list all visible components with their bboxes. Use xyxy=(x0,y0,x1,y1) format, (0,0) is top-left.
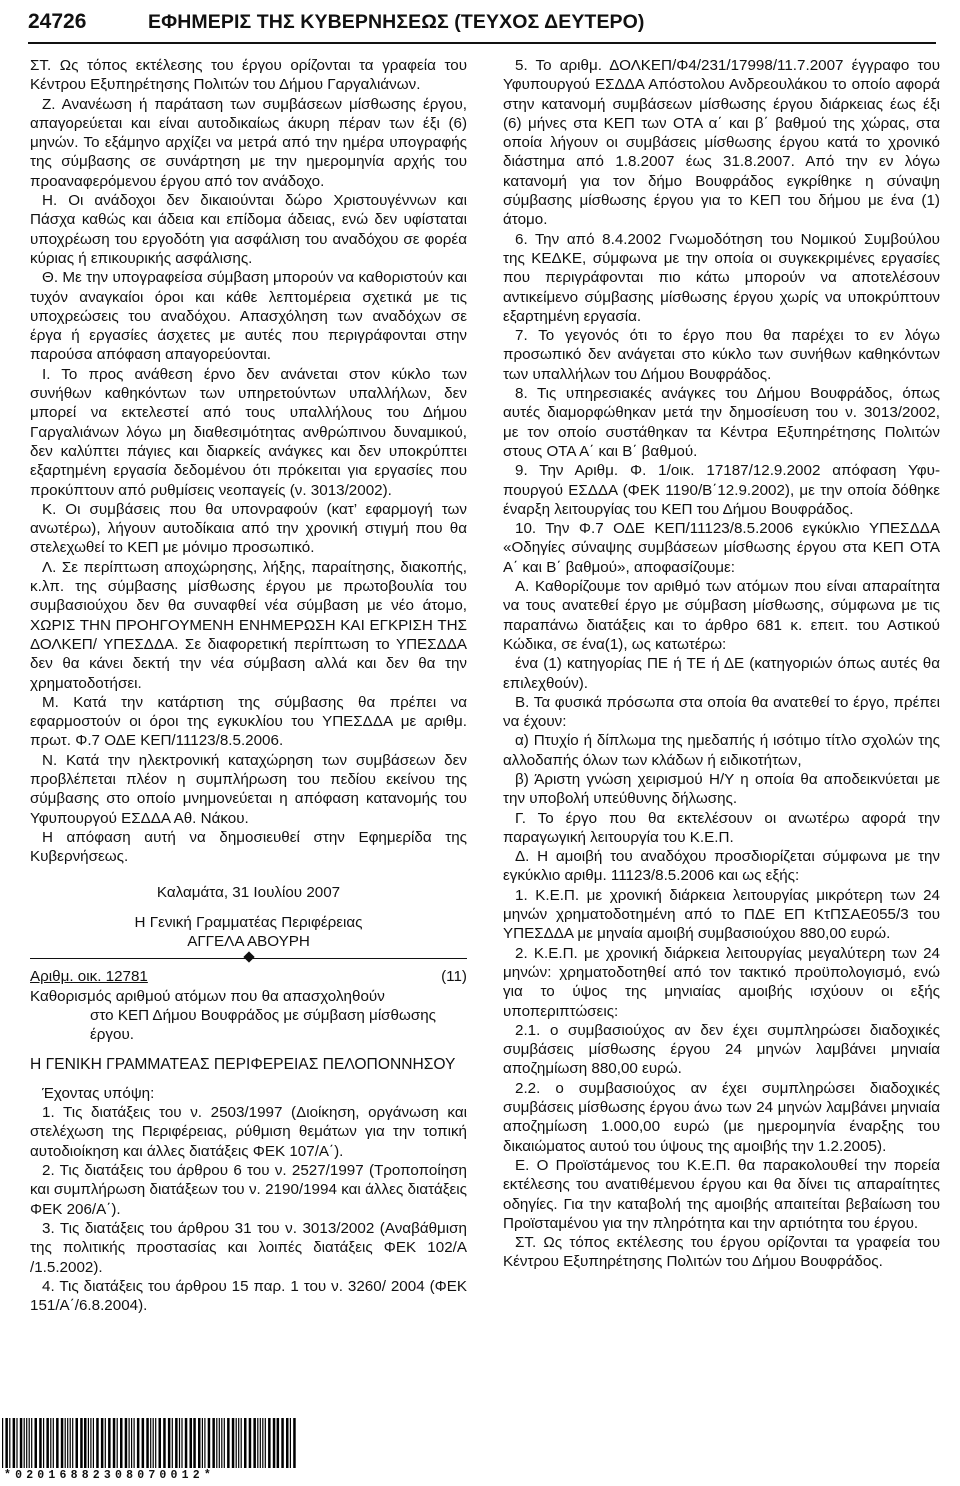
barcode-bar xyxy=(193,1418,196,1468)
barcode-bar xyxy=(150,1418,151,1468)
decision-subject-line: στο ΚΕΠ Δήμου Βουφράδος με σύμβαση μίσθωσης xyxy=(90,1006,437,1024)
barcode xyxy=(0,1418,300,1486)
barcode-bar xyxy=(5,1418,8,1468)
signature-place-date: Καλαμάτα, 31 Ιουλίου 2007 xyxy=(156,884,341,902)
decision-paragraph: 2.2. ο συμβασιούχος αν έχει συμπληρώσει διαδοχικές συμβάσεις μίσθωσης έργου άνω των 24 μηνών λαμβάνει μηνιαία αποζημίωση 1.000,00 ευρώ (με ημερομηνία έναρξης του δικαιώματος αυτού του ύψους της αμοιβής την 1.2.2005). xyxy=(503,1079,940,1155)
barcode-bar xyxy=(105,1418,106,1468)
paragraph-iota: Ι. Το προς ανάθεση έρνο δεν ανάνεται στον κύκλο των συνήθων καθηκόντων των υπηρετούντων υπαλλήλων, δεν μπορεί να εκτελεστεί από τους υπαλλήλους του Δήμου Γαργαλιάνων λόγω μη διαθεσιμότητας ανθρώπινου δυναμικού, δεν καλύπτει πάγιες και διαρκείς ανάγκες και δεν υποκρύπτει εξαρτημένη εργασία δεδομένου ότι πρόκειται για εργασίες που προκύπτουν από ρυθμίσεις νεοπαγείς (ν. 3013/2002). xyxy=(30,365,467,499)
barcode-bar xyxy=(53,1418,54,1468)
barcode-bar xyxy=(159,1418,162,1468)
barcode-bar xyxy=(241,1418,242,1468)
barcode-bar xyxy=(172,1418,173,1468)
paragraph-l: Λ. Σε περίπτωση αποχώρησης, λήξης, παραίτησης, διακοπής, κ.λπ. της σύμβασης μίσθωσης έργου με πρωτοβουλία του συμβασιούχου δεν θα συναφθεί νέα σύμβαση με νέο άτομο, ΧΩΡΙΣ ΤΗΝ ΠΡΟΗΓΟΥΜΕΝΗ ΕΝΗΜΕΡΩΣΗ ΚΑΙ ΕΓΚΡΙΣΗ ΤΗΣ ΔΟΛΚΕΠ/ ΥΠΕΣΔΔΑ. Σε διαφορετική περίπτωση το ΥΠΕΣΔΔΑ δεν θα κάνει δεκτή την νέα σύμβαση αλλά και δεν θα την χρηματοδοτήσει. xyxy=(30,558,467,692)
barcode-bar xyxy=(198,1418,201,1468)
decision-header xyxy=(30,967,467,986)
barcode-bar xyxy=(273,1418,276,1468)
barcode-bar xyxy=(286,1418,289,1468)
decision-paragraph: β) Άριστη γνώση χειρισμού Η/Υ η οποία θα αποδεικνύεται με την υποβολή υπεύθυνης δήλωσης. xyxy=(503,770,940,808)
barcode-bar xyxy=(39,1418,42,1468)
right-column xyxy=(503,56,940,1272)
barcode-bar xyxy=(257,1418,258,1468)
consideration-item: 3. Τις διατάξεις του άρθρου 31 του ν. 3013/2002 (Αναβάθμιση της πολιτικής προστασίας και λοιπές διατάξεις ΦΕΚ 102/Α /1.5.2002). xyxy=(30,1219,467,1276)
barcode-bar xyxy=(190,1418,193,1468)
decision-number: Αριθμ. οικ. 12781 xyxy=(30,968,148,986)
consideration-item: 2. Τις διατάξεις του άρθρου 6 του ν. 2527/1997 (Τροποποίηση και συμπλήρωση διατάξεων του ν. 2190/1994 και άλλες διατάξεις ΦΕΚ 206/Α΄). xyxy=(30,1162,467,1218)
barcode-bar xyxy=(238,1418,239,1468)
barcode-bar xyxy=(129,1418,130,1468)
paragraph-m: Μ. Κατά την κατάρτιση της σύμβασης θα πρέπει να εφαρμοστούν οι όροι της εγκυκλίου του ΥΠΕΣΔΔΑ με αριθμ. πρωτ. Φ.7 ΟΔΕ ΚΕΠ/11123/8.5.2006. xyxy=(30,693,467,750)
barcode-bar xyxy=(293,1418,296,1468)
barcode-bar xyxy=(88,1418,89,1468)
barcode-bar xyxy=(16,1418,17,1468)
decision-paragraph: Α. Καθορίζουμε τον αριθμό των ατόμων που είναι απαραίτητα να τους ανατεθεί έργο με σύμβαση μίσθωσης, σύμφωνα με τις παραπάνω διατάξεις και το άρθρο 681 κ. επειτ. του Αστικού Κώδικα, σε ένα(1), ως κατωτέρω: xyxy=(503,578,940,653)
barcode-bar xyxy=(120,1418,123,1468)
barcode-bar xyxy=(268,1418,271,1468)
barcode-bar xyxy=(131,1418,132,1468)
consideration-item: 5. Το αριθμ. ΔΟΛΚΕΠ/Φ4/231/17998/11.7.2007 έγγραφο του Υφυπουργού ΕΣΔΔΑ Απόστολου Ανδρεουλάκου το οποίο αφορά στην κατανομή συμβάσεων μίσθωσης έργου διάρκειας έως έξι (6) μήνες στα ΚΕΠ των ΟΤΑ α΄ και β΄ βαθμού της χώρας, στα οποία λήγουν οι συμβάσεις μίσθωσης έργου κατά το χρονικό διάστημα από 1.8.2007 έως 31.8.2007. Από την εν λόγω κατανομή για τον δήμο Βουφράδος εγκρίθηκε η σύναψη σύμβασης μίσθωσης έργου για το ΚΕΠ του δήμου με ένα (1) άτομο. xyxy=(503,57,940,229)
publication-title: ΕΦΗΜΕΡΙΣ ΤΗΣ ΚΥΒΕΡΝΗΣΕΩΣ (ΤΕΥΧΟΣ ΔΕΥΤΕΡΟ) xyxy=(148,10,645,33)
barcode-bar xyxy=(265,1418,266,1468)
consideration-item: 1. Τις διατάξεις του ν. 2503/1997 (Διοίκηση, οργάνωση και στελέχωση της Περιφέρειας, ρύθμιση θεμάτων για την τοπική αυτοδιοίκηση και άλλες διατάξεις ΦΕΚ 107/Α΄). xyxy=(30,1104,467,1160)
barcode-bar xyxy=(67,1418,68,1468)
decision-paragraph: Β. Τα φυσικά πρόσωπα στα οποία θα ανατεθεί το έργο, πρέπει να έχουν: xyxy=(503,693,940,731)
barcode-bar xyxy=(70,1418,71,1468)
barcode-bar xyxy=(134,1418,135,1468)
page-number: 24726 xyxy=(28,10,87,33)
barcode-bar xyxy=(175,1418,178,1468)
barcode-bar xyxy=(46,1418,49,1468)
barcode-bar xyxy=(9,1418,10,1468)
barcode-bar xyxy=(108,1418,111,1468)
barcode-bar xyxy=(221,1418,222,1468)
barcode-bar xyxy=(277,1418,280,1468)
barcode-bar xyxy=(219,1418,220,1468)
barcode-bar xyxy=(163,1418,166,1468)
barcode-bar xyxy=(208,1418,211,1468)
barcode-bar xyxy=(249,1418,252,1468)
barcode-bar xyxy=(76,1418,79,1468)
barcode-bar xyxy=(50,1418,51,1468)
barcode-bar xyxy=(227,1418,230,1468)
decision-sequence: (11) xyxy=(441,968,467,986)
barcode-bar xyxy=(137,1418,140,1468)
decision-paragraph: Δ. Η αμοιβή του αναδόχου προσδιορίζεται σύμφωνα με την εγκύκλιο αριθμ. 11123/8.5.2006 και ως εξής: xyxy=(503,848,940,885)
consideration-item: 10. Την Φ.7 ΟΔΕ ΚΕΠ/11123/8.5.2006 εγκύκλιο ΥΠΕΣΔΔΑ «Οδηγίες σύναψης συμβάσεων μίσθωσης έργου στα ΚΕΠ ΟΤΑ Α΄ και Β΄ βαθμού», αποφασίζουμε: xyxy=(503,520,940,576)
paragraph-st: ΣΤ. Ως τόπος εκτέλεσης του έργου ορίζονται τα γραφεία του Κέντρου Εξυπηρέτησης Πολιτών του Δήμου Γαργαλιάνων. xyxy=(30,57,467,94)
barcode-bar xyxy=(155,1418,156,1468)
barcode-bar xyxy=(262,1418,263,1468)
paragraph-k: Κ. Οι συμβάσεις που θα υπονραφούν (κατ’ εφαρμογή των ανωτέρω), λήγουν αυτοδίκαια από την χρονική στιγμή που θα στελεχωθεί το ΚΕΠ με μόνιμο προσωπικό. xyxy=(30,500,467,557)
barcode-bar xyxy=(185,1418,188,1468)
barcode-bar xyxy=(20,1418,23,1468)
barcode-bar xyxy=(290,1418,291,1468)
barcode-bar xyxy=(236,1418,237,1468)
barcode-bars xyxy=(0,1418,300,1468)
barcode-bar xyxy=(260,1418,261,1468)
consideration-item: 7. Το γεγονός ότι το έργο που θα παρέχει το εν λόγω προσωπικό δεν ανάγεται στο κύκλο των συνήθων καθηκόντων των υπαλλήλων του Δήμου Βουφράδος. xyxy=(503,327,940,383)
barcode-bar xyxy=(80,1418,83,1468)
barcode-bar xyxy=(72,1418,73,1468)
barcode-bar xyxy=(26,1418,27,1468)
having-regard: Έχοντας υπόψη: xyxy=(42,1084,155,1102)
barcode-bar xyxy=(168,1418,171,1468)
barcode-bar xyxy=(90,1418,91,1468)
decision-subject-line: Καθορισμός αριθμού ατόμων που θα απασχοληθούν xyxy=(30,987,385,1005)
barcode-bar xyxy=(142,1418,145,1468)
barcode-bar xyxy=(224,1418,225,1468)
consideration-item: 6. Την από 8.4.2002 Γνωμοδότηση του Νομικού Συμβούλου της ΚΕΔΚΕ, σύμφωνα με την οποία οι συγκεκριμένες εργασίες που περιγράφονται πιο κάτω μπορούν να αποτελέσουν αντικείμενο σύμβασης μίσθωσης έργου χωρίς να υποκρύπτουν εξαρτημένη εργασία. xyxy=(503,230,940,325)
decision-paragraph: ΣΤ. Ως τόπος εκτέλεσης του έργου ορίζονται τα γραφεία του Κέντρου Εξυπηρέτησης Πολιτών του Δήμου Βουφράδος. xyxy=(503,1234,940,1271)
consideration-item: 8. Τις υπηρεσιακές ανάγκες του Δήμου Βουφράδος, όπως αυτές διαμορφώθηκαν μετά την δημοσίευση του ν. 3013/2002, με τον οποίο συστάθηκαν τα Κέντρα Εξυπηρέτησης Πολιτών στους ΟΤΑ Α΄ και Β΄ βαθμού. xyxy=(503,385,940,460)
barcode-bar xyxy=(96,1418,99,1468)
paragraph-n: Ν. Κατά την ηλεκτρονική καταχώρηση των συμβάσεων δεν προβλέπεται πλέον η συμπλήρωση του πεδίου εκείνου της σύμβασης στο οποίο μνημονεύεται η απόφαση κατανομής του Υφυπουργού ΕΣΔΔΑ Αθ. Νάκου. xyxy=(30,751,467,827)
decision-paragraph: Γ. Το έργο που θα εκτελέσουν οι ανωτέρω αφορά την παραγωγική λειτουργία του Κ.Ε.Π. xyxy=(503,809,940,846)
barcode-bar xyxy=(35,1418,38,1468)
decision-paragraph: 2.1. ο συμβασιούχος αν δεν έχει συμπληρώσει διαδοχικές συμβάσεις μίσθωσης έργου 24 μηνών λαμβάνει μηνιαία αποζημίωση 880,00 ευρώ. xyxy=(503,1021,940,1078)
left-column xyxy=(30,56,467,1315)
barcode-bar xyxy=(2,1418,3,1468)
consideration-item: 4. Τις διατάξεις του άρθρου 15 παρ. 1 του ν. 3260/ 2004 (ΦΕΚ 151/Α΄/6.8.2004). xyxy=(30,1277,467,1315)
barcode-bar xyxy=(232,1418,235,1468)
barcode-bar xyxy=(65,1418,66,1468)
barcode-bar xyxy=(216,1418,217,1468)
barcode-text: *02016882308070012* xyxy=(4,1469,215,1482)
decision-subject-line: έργου. xyxy=(90,1026,134,1044)
barcode-bar xyxy=(281,1418,284,1468)
barcode-bar xyxy=(13,1418,16,1468)
barcode-bar xyxy=(179,1418,180,1468)
consideration-item: 9. Την Αριθμ. Φ. 1/οικ. 17187/12.9.2002 απόφαση Υφυπουργού ΕΣΔΔΑ (ΦΕΚ 1190/Β΄12.9.2002), με την οποία δόθηκε έναρξη λειτουργίας του ΚΕΠ του Δήμου Βουφράδος. xyxy=(503,462,940,518)
barcode-bar xyxy=(101,1418,104,1468)
barcode-bar xyxy=(153,1418,154,1468)
signature-role: Η Γενική Γραμματέας Περιφέρειας xyxy=(134,913,363,931)
barcode-bar xyxy=(84,1418,87,1468)
barcode-bar xyxy=(117,1418,118,1468)
authority-heading: Η ΓΕΝΙΚΗ ΓΡΑΜΜΑΤΕΑΣ ΠΕΡΙΦΕΡΕΙΑΣ ΠΕΛΟΠΟΝΝΗΣΟΥ xyxy=(30,1055,456,1073)
barcode-bar xyxy=(253,1418,256,1468)
section-divider xyxy=(30,953,467,963)
decision-subject xyxy=(30,987,467,1045)
barcode-bar xyxy=(93,1418,94,1468)
barcode-bar xyxy=(146,1418,149,1468)
page-header xyxy=(28,4,936,40)
paragraph-publish: Η απόφαση αυτή να δημοσιευθεί στην Εφημερίδα της Κυβερνήσεως. xyxy=(30,828,467,866)
signature-name: ΑΓΓΕΛΑ ΑΒΟΥΡΗ xyxy=(187,933,310,951)
barcode-bar xyxy=(125,1418,128,1468)
barcode-bar xyxy=(181,1418,182,1468)
decision-paragraph: 1. Κ.Ε.Π. με χρονική διάρκεια λειτουργίας μικρότερη των 24 μηνών χρηματοδοτημένη από το ΠΔΕ ΕΠ ΚτΠΣΑΕ055/3 του ΥΠΕΣΔΔΑ με μηναία αμοιβή συμβασιούχου 880,00 ευρώ. xyxy=(503,886,940,943)
barcode-bar xyxy=(29,1418,30,1468)
decision-paragraph: α) Πτυχίο ή δίπλωμα της ημεδαπής ή ισότιμο τίτλο σχολών της αλλοδαπής όλων των κλάδων ή ειδικοτήτων, xyxy=(503,732,940,769)
paragraph-z: Ζ. Ανανέωση ή παράταση των συμβάσεων μίσθωσης έργου, απαγορεύεται και είναι αυτοδικαίως άκυρη πέραν των έξι (6) μηνών. Το εξάμηνο αρχίζει να μετρά από την ημέρα υπογραφής της σύμβασης σε συνάρτηση με την ημερομηνία αρχής του προαναφερόμενου έργου από τον ανάδοχο. xyxy=(30,95,467,190)
barcode-bar xyxy=(113,1418,116,1468)
barcode-bar xyxy=(212,1418,215,1468)
barcode-bar xyxy=(61,1418,64,1468)
barcode-bar xyxy=(43,1418,44,1468)
barcode-bar xyxy=(244,1418,247,1468)
barcode-bar xyxy=(56,1418,59,1468)
barcode-bar xyxy=(204,1418,205,1468)
decision-paragraph: ένα (1) κατηγορίας ΠΕ ή ΤΕ ή ΔΕ (κατηγοριών όπως αυτές θα επιλεχθούν). xyxy=(503,655,940,692)
barcode-bar xyxy=(202,1418,203,1468)
paragraph-th: Θ. Με την υπογραφείσα σύμβαση μπορούν να καθοριστούν και τυχόν αναγκαίοι όροι και κάθε λεπτομέρεια σχετικά με τις υποχρεώσεις του αναδόχου. Απασχόληση των αναδόχων σε έργα ή εργασίες άσχετες με αυτές που περιγράφονται στην παρούσα απόφαση απαγορεύονται. xyxy=(30,269,467,364)
paragraph-i: Η. Οι ανάδοχοι δεν δικαιούνται δώρο Χριστουγέννων και Πάσχα καθώς και άδεια και επίδομα άδειας, ενώ δεν υφίσταται υποχρέωση του εργοδότη για ασφάλιση του αναδόχου σε φορέα κύριας ή επικουρικής ασφάλισης. xyxy=(30,192,467,267)
diamond-icon xyxy=(243,952,254,963)
decision-paragraph: 2. Κ.Ε.Π. με χρονική διάρκεια λειτουργίας μεγαλύτερη των 24 μηνών: χρηματοδοτηθεί από τον τακτικό προϋπολογισμό, ενώ για το ύψος της μηνιαίας αμοιβής ισχύουν οι εξής υποπεριπτώσεις: xyxy=(503,944,940,1020)
barcode-bar xyxy=(24,1418,25,1468)
header-rule xyxy=(28,42,936,44)
barcode-bar xyxy=(31,1418,32,1468)
decision-paragraph: Ε. Ο Προϊστάμενος του Κ.Ε.Π. θα παρακολουθεί την πορεία εκτέλεσης του ανατιθέμενου έργου και θα δίνει τις απαραίτητες οδηγίες. Για την καταβολή της αμοιβής απαιτείται βεβαίωση του Προϊσταμένου για την πληρότητα και την αρτιότητα του έργου. xyxy=(503,1156,940,1232)
